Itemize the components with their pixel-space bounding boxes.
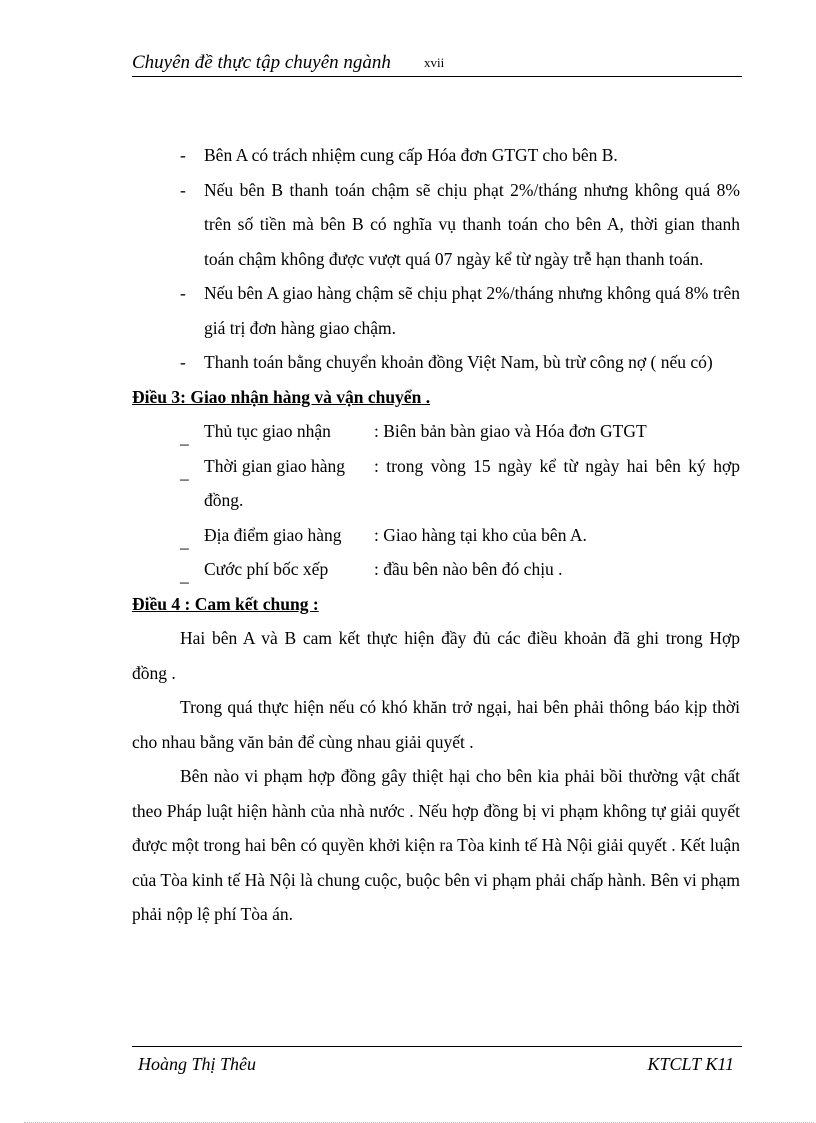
delivery-term-label: Thủ tục giao nhận	[204, 421, 331, 441]
page-footer	[132, 1046, 742, 1081]
payment-term-item	[132, 276, 740, 345]
payment-term-item	[132, 173, 740, 277]
underscore-bullet: _	[180, 530, 189, 551]
delivery-term-value: : đầu bên nào bên đó chịu .	[374, 559, 563, 579]
delivery-term-item	[132, 414, 740, 449]
dash-bullet: -	[180, 283, 186, 303]
delivery-term-continuation: đồng.	[204, 490, 244, 510]
delivery-term-item	[132, 552, 740, 587]
author-name: Hoàng Thị Thêu	[138, 1054, 257, 1074]
commitment-paragraph: Trong quá thực hiện nếu có khó khăn trở ngại, hai bên phải thông báo kịp thời cho nhau bằng văn bản để cùng nhau giải quyết .	[132, 697, 740, 752]
underscore-bullet: _	[180, 565, 189, 585]
delivery-term-label: Địa điểm giao hàng	[204, 524, 342, 545]
underscore-bullet: _	[180, 461, 189, 482]
payment-term-item	[132, 138, 740, 173]
payment-term-text: Nếu bên B thanh toán chậm sẽ chịu phạt 2%/tháng nhưng không quá 8% trên số tiền mà bên B có nghĩa vụ thanh toán cho bên A, thời gian thanh toán chậm không được vượt quá 07 ngày kể từ ngày trễ hạn thanh toán.	[204, 179, 740, 269]
underscore-bullet: _	[180, 427, 189, 447]
delivery-term-value: : trong vòng 15 ngày kể từ ngày hai bên ký hợp	[374, 455, 740, 476]
header-title: Chuyên đề thực tập chuyên ngành	[132, 52, 391, 73]
document-body	[132, 138, 740, 932]
payment-term-text: Thanh toán bằng chuyển khoản đồng Việt Nam, bù trừ công nợ ( nếu có)	[204, 352, 713, 372]
article-4-heading: Điều 4 : Cam kết chung :	[132, 593, 319, 614]
delivery-term-value: : Giao hàng tại kho của bên A.	[374, 524, 587, 545]
delivery-term-label: Cước phí bốc xếp	[204, 559, 329, 579]
article-3-heading: Điều 3: Giao nhận hàng và vận chuyển .	[132, 386, 431, 407]
payment-term-item	[132, 345, 740, 380]
commitment-paragraph: Bên nào vi phạm hợp đồng gây thiệt hại cho bên kia phải bồi thường vật chất theo Pháp luật hiện hành của nhà nước . Nếu hợp đồng bị vi phạm không tự giải quyết được một trong hai bên có quyền khởi kiện ra Tòa kinh tế Hà Nội giải quyết . Kết luận của Tòa kinh tế Hà Nội là chung cuộc, buộc bên vi phạm phải chấp hành. Bên vi phạm phải nộp lệ phí Tòa án.	[132, 766, 740, 924]
payment-term-text: Bên A có trách nhiệm cung cấp Hóa đơn GTGT cho bên B.	[204, 145, 618, 165]
page-number: xvii	[424, 55, 445, 70]
commitment-paragraph: Hai bên A và B cam kết thực hiện đầy đủ các điều khoản đã ghi trong Hợp đồng .	[132, 628, 740, 683]
delivery-term-item	[132, 449, 740, 484]
delivery-term-value: : Biên bản bàn giao và Hóa đơn GTGT	[374, 421, 647, 441]
page-header	[132, 50, 742, 77]
dash-bullet: -	[180, 179, 186, 200]
dash-bullet: -	[180, 145, 186, 165]
delivery-term-item	[132, 518, 740, 553]
class-code: KTCLT K11	[647, 1054, 734, 1074]
dash-bullet: -	[180, 352, 186, 372]
delivery-term-label: Thời gian giao hàng	[204, 455, 345, 476]
payment-term-text: Nếu bên A giao hàng chậm sẽ chịu phạt 2%/tháng nhưng không quá 8% trên giá trị đơn hàng giao chậm.	[204, 283, 740, 338]
